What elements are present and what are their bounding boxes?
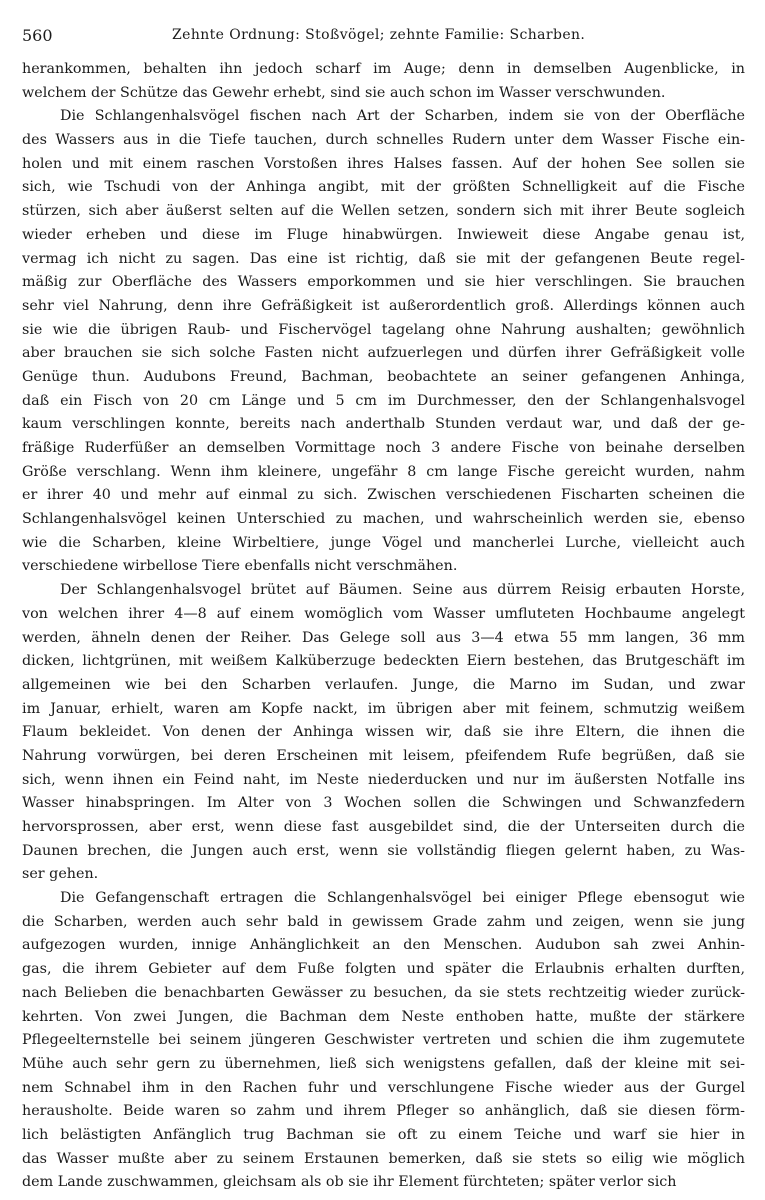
text-line: aufgezogen wurden, innige Anhänglichkeit an den Menschen. Audubon sah zwei Anhin- <box>22 937 745 954</box>
page-number: 560 <box>22 26 53 45</box>
paragraph <box>22 58 745 105</box>
text-line: Daunen brechen, die Jungen auch erst, wenn sie vollständig fliegen gelernt haben, zu Was- <box>22 842 745 859</box>
text-line: fräßige Ruderfüßer an demselben Vormittage noch 3 andere Fische von beinahe derselben <box>22 440 745 456</box>
text-line: lich belästigten Anfänglich trug Bachman sie oft zu einem Teiche und warf sie hier in <box>22 1126 745 1143</box>
text-line: Flaum bekleidet. Von denen der Anhinga wissen wir, daß sie ihre Eltern, die ihnen die <box>22 724 745 741</box>
text-line: dem Lande zuschwammen, gleichsam als ob sie ihr Element fürchteten; später verlor sich <box>22 1174 677 1191</box>
text-line: sich, wie Tschudi von der Anhinga angibt, mit der größten Schnelligkeit auf die Fische <box>22 179 745 196</box>
text-line: Mühe auch sehr gern zu übernehmen, ließ sich wenigstens gefallen, daß der kleine mit sei- <box>22 1055 745 1072</box>
text-line: vermag ich nicht zu sagen. Das eine ist richtig, daß sie mit der gefangenen Beute regel- <box>22 250 745 267</box>
text-line: von welchen ihrer 4—8 auf einem womöglich vom Wasser umfluteten Hochbaume angelegt <box>22 605 745 622</box>
text-line: er ihrer 40 und mehr auf einmal zu sich. Zwischen verschiedenen Fischarten scheinen die <box>22 487 745 504</box>
text-line: kaum verschlingen konnte, bereits nach anderthalb Stunden verdaut war, und daß der ge- <box>22 416 745 433</box>
text-line: wieder erheben und diese im Fluge hinabwürgen. Inwieweit diese Angabe genau ist, <box>22 226 745 243</box>
text-line: sich, wenn ihnen ein Feind naht, im Neste niederducken und nur im äußersten Notfalle ins <box>22 771 745 788</box>
text-line: sehr viel Nahrung, denn ihre Gefräßigkeit ist außerordentlich groß. Allerdings können auch <box>22 297 745 314</box>
text-line: werden, ähneln denen der Reiher. Das Gelege soll aus 3—4 etwa 55 mm langen, 36 mm <box>22 629 745 646</box>
text-line: im Januar, erhielt, waren am Kopfe nackt, im übrigen aber mit feinem, schmutzig weißem <box>22 700 745 717</box>
text-line: Die Schlangenhalsvögel fischen nach Art der Scharben, indem sie von der Oberfläche <box>60 108 745 125</box>
text-line: aber brauchen sie sich solche Fasten nicht aufzuerlegen und dürfen ihrer Gefräßigkeit volle <box>22 345 745 362</box>
running-title: Zehnte Ordnung: Stoßvögel; zehnte Familie: Scharben. <box>172 27 586 43</box>
text-line: nach Belieben die benachbarten Gewässer zu besuchen, da sie stets rechtzeitig wieder zurück- <box>22 984 745 1001</box>
text-line: wie die Scharben, kleine Wirbeltiere, junge Vögel und mancherlei Lurche, vielleicht auch <box>22 534 745 551</box>
text-line: die Scharben, werden auch sehr bald in gewissem Grade zahm und zeigen, wenn sie jung <box>22 913 745 930</box>
text-line: Der Schlangenhalsvogel brütet auf Bäumen. Seine aus dürrem Reisig erbauten Horste, <box>60 582 745 599</box>
text-line: Genüge thun. Audubons Freund, Bachman, beobachtete an seiner gefangenen Anhinga, <box>22 368 745 385</box>
text-line: herausholte. Beide waren so zahm und ihrem Pfleger so anhänglich, daß sie diesen förm- <box>22 1103 745 1120</box>
text-line: Wasser hinabspringen. Im Alter von 3 Wochen sollen die Schwingen und Schwanzfedern <box>22 795 745 812</box>
text-line: dicken, lichtgrünen, mit weißem Kalküberzuge bedeckten Eiern bestehen, das Brutgeschäft im <box>22 653 745 670</box>
text-line: nem Schnabel ihm in den Rachen fuhr und verschlungene Fische wieder aus der Gurgel <box>22 1079 745 1096</box>
text-line: Die Gefangenschaft ertragen die Schlangenhalsvögel bei einiger Pflege ebensogut wie <box>60 890 745 907</box>
paragraph <box>22 105 745 579</box>
text-line: sie wie die übrigen Raub- und Fischervögel tagelang ohne Nahrung aushalten; gewöhnlich <box>22 321 745 338</box>
text-line: des Wassers aus in die Tiefe tauchen, durch schnelles Rudern unter dem Wasser Fische ein- <box>22 132 745 149</box>
text-line: herankommen, behalten ihn jedoch scharf im Auge; denn in demselben Augenblicke, in <box>22 61 745 77</box>
text-line: mäßig zur Oberfläche des Wassers emporkommen und sie hier verschlingen. Sie brauchen <box>22 274 745 291</box>
text-line: Schlangenhalsvögel keinen Unterschied zu machen, und wahrscheinlich werden sie, ebenso <box>22 511 745 528</box>
text-line: Pflegeelternstelle bei seinem jüngeren Geschwister vertreten und schien die ihm zugemutete <box>22 1032 745 1049</box>
text-line: Größe verschlang. Wenn ihm kleinere, ungefähr 8 cm lange Fische gereicht wurden, nahm <box>22 463 745 480</box>
text-line: verschiedene wirbellose Tiere ebenfalls nicht verschmähen. <box>22 558 458 575</box>
text-line: hervorsprossen, aber erst, wenn diese fast ausgebildet sind, die der Unterseiten durch die <box>22 819 745 835</box>
text-line: allgemeinen wie bei den Scharben verlaufen. Junge, die Marno im Sudan, und zwar <box>22 676 745 693</box>
paragraph <box>22 887 745 1195</box>
body-text <box>22 58 745 1195</box>
text-line: ser gehen. <box>22 866 99 883</box>
text-line: welchem der Schütze das Gewehr erhebt, sind sie auch schon im Wasser verschwunden. <box>22 84 666 101</box>
text-line: holen und mit einem raschen Vorstoßen ihres Halses fassen. Auf der hohen See sollen sie <box>22 155 745 172</box>
text-line: stürzen, sich aber äußerst selten auf die Wellen setzen, sondern sich mit ihrer Beute sogleich <box>22 203 745 220</box>
paragraph <box>22 579 745 887</box>
text-line: das Wasser mußte aber zu seinem Erstaunen bemerken, daß sie stets so eilig wie möglich <box>22 1150 745 1167</box>
text-line: gas, die ihrem Gebieter auf dem Fuße folgten und später die Erlaubnis erhalten durften, <box>22 961 745 978</box>
text-line: daß ein Fisch von 20 cm Länge und 5 cm im Durchmesser, den der Schlangenhalsvogel <box>22 392 745 409</box>
text-line: Nahrung vorwürgen, bei deren Erscheinen mit leisem, pfeifendem Rufe begrüßen, daß sie <box>22 747 745 764</box>
running-head <box>22 26 743 50</box>
text-line: kehrten. Von zwei Jungen, die Bachman dem Neste enthoben hatte, mußte der stärkere <box>22 1008 745 1025</box>
